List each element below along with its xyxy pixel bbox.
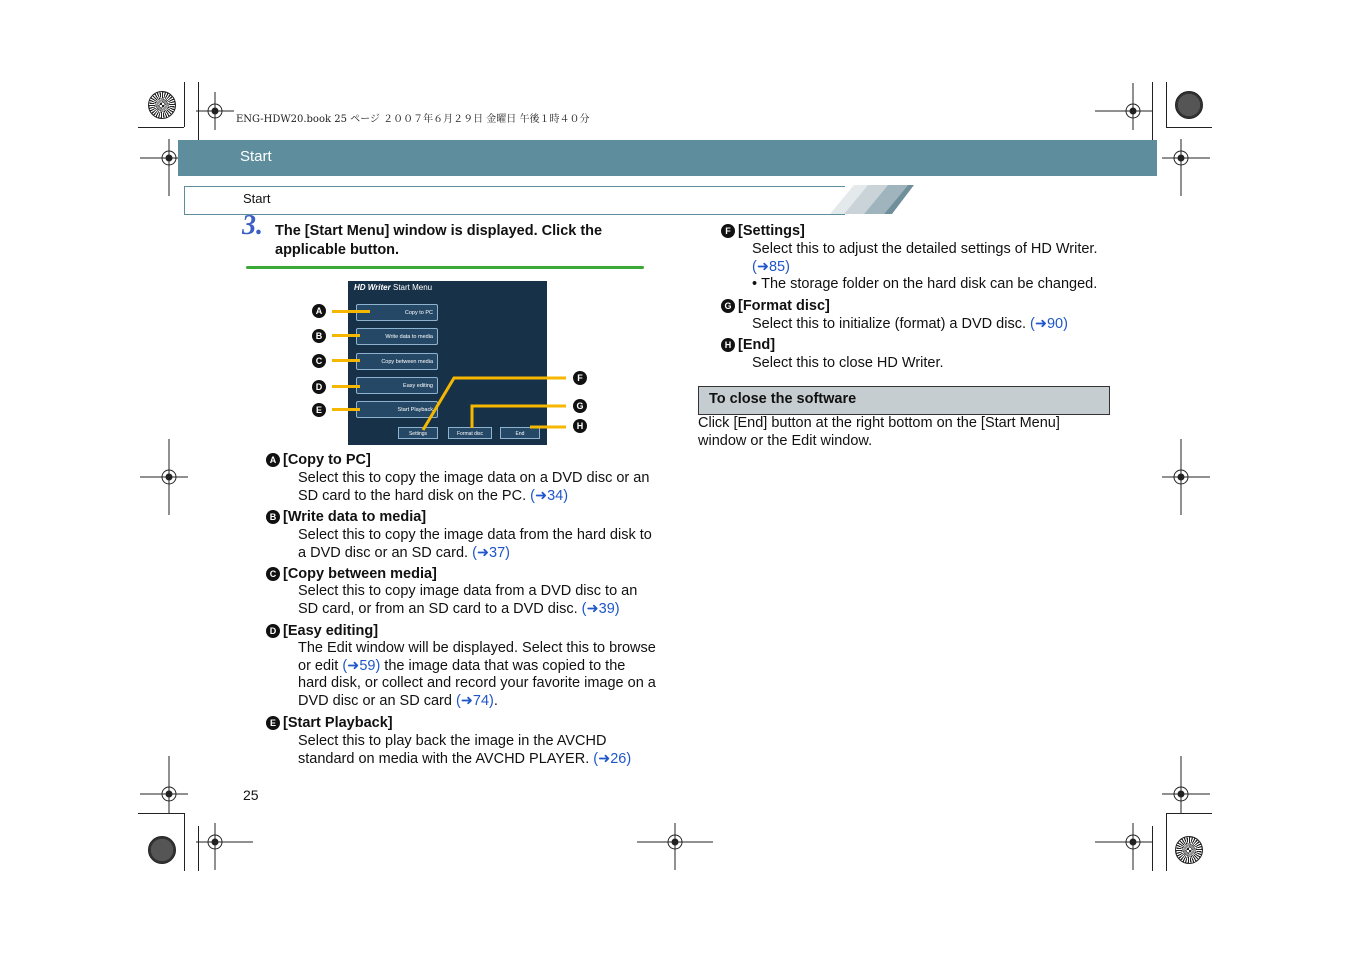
callout-line — [332, 310, 370, 313]
write-data-button: Write data to media — [356, 328, 438, 345]
item-copy-to-pc-title: A [Copy to PC] — [266, 452, 371, 468]
section-header-bar — [178, 140, 1157, 176]
section-body: Click [End] button at the right bottom on the [Start Menu] window or the Edit window. — [698, 415, 1060, 449]
page-link[interactable]: (➜90) — [1030, 316, 1068, 332]
item-start-playback-desc: Select this to play back the image in the AVCHD standard on media with the AVCHD PLAYER. (➜26) — [298, 733, 632, 767]
start-playback-button: Start Playback — [356, 401, 438, 418]
section-heading: To close the software — [709, 391, 857, 407]
page-link[interactable]: (➜74) — [455, 692, 494, 709]
callout-e: E — [312, 403, 326, 417]
format-disc-button: Format disc — [448, 427, 492, 439]
item-format-disc-desc: Select this to initialize (format) a DVD disc. (➜90) — [752, 316, 1068, 332]
callout-lines-fgh — [420, 370, 570, 440]
page-link[interactable]: (➜26) — [593, 750, 632, 767]
callout-g: G — [573, 399, 587, 413]
item-start-playback-title: E [Start Playback] — [266, 715, 393, 731]
page-link[interactable]: (➜85) — [752, 258, 790, 275]
screenshot-title: HD Writer Start Menu — [354, 283, 433, 292]
callout-d: D — [312, 380, 326, 394]
copy-to-pc-button: Copy to PC — [356, 304, 438, 321]
copy-between-button: Copy between media — [356, 353, 438, 370]
item-copy-between-title: C [Copy between media] — [266, 566, 437, 582]
step-number: 3. — [242, 210, 263, 241]
callout-f: F — [573, 371, 587, 385]
item-write-data-desc: Select this to copy the image data from the hard disk to a DVD disc or an SD card. (➜37) — [298, 527, 652, 561]
item-copy-between-desc: Select this to copy image data from a DVD disc to an SD card, or from an SD card to a DVD disc. (➜39) — [298, 583, 638, 617]
section-heading-box — [698, 386, 1110, 415]
header-stripe-decoration — [830, 185, 920, 216]
item-end-title: H [End] — [721, 337, 775, 353]
step-instruction: The [Start Menu] window is displayed. Click the applicable button. — [275, 223, 603, 258]
page-link[interactable]: (➜59) — [342, 657, 381, 674]
item-settings-title: F [Settings] — [721, 223, 805, 239]
callout-c: C — [312, 354, 326, 368]
end-button: End — [500, 427, 540, 439]
item-easy-editing-desc: The Edit window will be displayed. Select this to browse or edit (➜59) the image data that was copied to the hard disk, or collect and record your favorite image on a DVD disc or an SD card (➜74). — [298, 640, 656, 709]
callout-line — [332, 385, 360, 388]
item-copy-to-pc-desc: Select this to copy the image data on a DVD disc or an SD card to the hard disk on the PC. (➜34) — [298, 470, 650, 504]
item-easy-editing-title: D [Easy editing] — [266, 623, 378, 639]
easy-editing-button: Easy editing — [356, 377, 438, 394]
item-format-disc-title: G [Format disc] — [721, 298, 830, 314]
callout-h: H — [573, 419, 587, 433]
page-link[interactable]: (➜39) — [581, 600, 620, 617]
print-header: ENG-HDW20.book 25 ページ ２００７年６月２９日 金曜日 午後１時４０分 — [236, 114, 590, 125]
page-link[interactable]: (➜37) — [472, 544, 511, 561]
callout-a: A — [312, 304, 326, 318]
page-link[interactable]: (➜34) — [530, 487, 569, 504]
callout-line — [332, 359, 360, 362]
settings-button: Settings — [398, 427, 438, 439]
item-write-data-title: B [Write data to media] — [266, 509, 426, 525]
page-number: 25 — [243, 787, 259, 803]
green-rule — [246, 266, 644, 269]
subsection-title: Start — [243, 191, 271, 206]
subsection-header-bar — [184, 186, 845, 215]
item-end-desc: Select this to close HD Writer. — [752, 355, 944, 371]
section-title: Start — [240, 148, 272, 165]
callout-line — [332, 408, 360, 411]
callout-line — [332, 334, 360, 337]
callout-b: B — [312, 329, 326, 343]
item-settings-desc: Select this to adjust the detailed settings of HD Writer. (➜85) • The storage folder on the hard disk can be changed. — [752, 241, 1098, 292]
